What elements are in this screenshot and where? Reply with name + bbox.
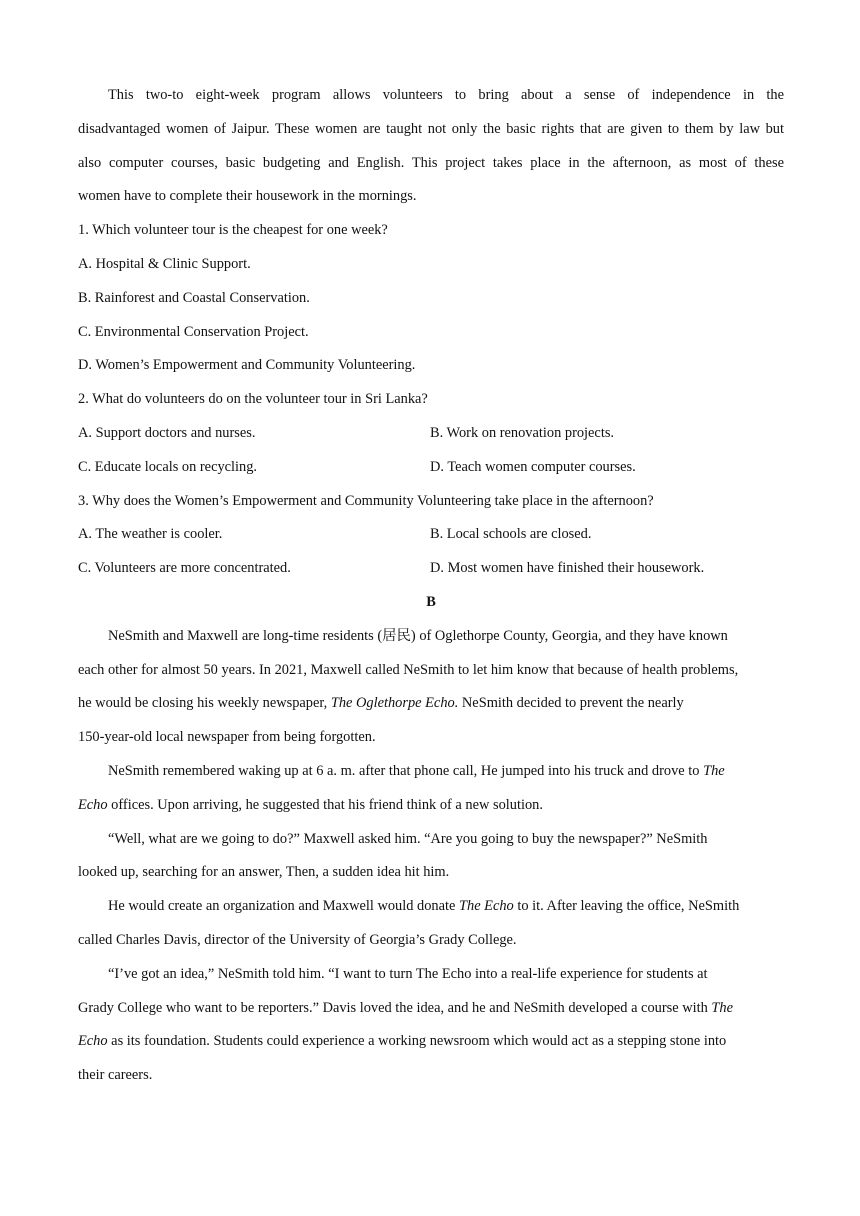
paragraph-line: “I’ve got an idea,” NeSmith told him. “I want to turn The Echo into a real-life experience for students at: [108, 965, 708, 982]
section-heading: B: [426, 593, 436, 610]
options-row: [78, 417, 784, 451]
paragraph-line: [78, 789, 784, 823]
option-c: C. Educate locals on recycling.: [78, 458, 258, 475]
paragraph-line: looked up, searching for an answer, Then, a sudden idea hit him.: [78, 864, 450, 881]
question-2: [78, 383, 784, 484]
paragraph-line: disadvantaged women of Jaipur. These women are taught not only the basic rights that are given to them by law but: [78, 120, 784, 137]
section-b-paragraph-3: [78, 823, 784, 891]
question-stem: 2. What do volunteers do on the volunteer tour in Sri Lanka?: [78, 391, 428, 408]
option-b: B. Local schools are closed.: [430, 526, 592, 543]
question-stem: 1. Which volunteer tour is the cheapest for one week?: [78, 222, 388, 239]
option-b: B. Rainforest and Coastal Conservation.: [78, 289, 310, 306]
option-c: C. Environmental Conservation Project.: [78, 323, 309, 340]
text-run: as its foundation. Students could experience a working newsroom which would act as a stepping stone into: [107, 1033, 727, 1050]
section-b-paragraph-4: [78, 890, 784, 958]
paragraph-line: [78, 755, 784, 789]
option-c: C. Volunteers are more concentrated.: [78, 560, 291, 577]
option-a: A. Support doctors and nurses.: [78, 424, 256, 441]
newspaper-title: The Oglethorpe Echo.: [330, 695, 459, 712]
option-a: A. Hospital & Clinic Support.: [78, 255, 251, 272]
options-row: [78, 451, 784, 485]
section-b-paragraph-1: [78, 620, 784, 755]
paragraph-line: [78, 992, 784, 1026]
options-row: [78, 518, 784, 552]
paragraph-line: called Charles Davis, director of the University of Georgia’s Grady College.: [78, 931, 517, 948]
option-d: D. Teach women computer courses.: [430, 458, 636, 475]
section-b-paragraph-5: [78, 958, 784, 1093]
text-run: NeSmith remembered waking up at 6 a. m. after that phone call, He jumped into his truck and drove to: [108, 762, 704, 779]
newspaper-title: Echo: [78, 796, 108, 813]
paragraph-line: women have to complete their housework in the mornings.: [78, 188, 417, 205]
newspaper-title: The Echo: [459, 898, 514, 915]
paragraph-line: 150-year-old local newspaper from being forgotten.: [78, 729, 376, 746]
paragraph-line: “Well, what are we going to do?” Maxwell asked him. “Are you going to buy the newspaper?” NeSmith: [108, 830, 708, 847]
option-a: A. The weather is cooler.: [78, 526, 223, 543]
paragraph-line: their careers.: [78, 1067, 153, 1084]
newspaper-title: The: [703, 762, 725, 779]
section-b-paragraph-2: [78, 755, 784, 823]
newspaper-title: Echo: [78, 1033, 108, 1050]
question-stem: 3. Why does the Women’s Empowerment and Community Volunteering take place in the afternoon?: [78, 492, 654, 509]
option-b: B. Work on renovation projects.: [430, 424, 615, 441]
text-run: NeSmith decided to prevent the nearly: [458, 695, 684, 712]
text-run: He would create an organization and Maxwell would donate: [108, 898, 459, 915]
options-row: [78, 552, 784, 586]
question-1: [78, 214, 784, 383]
option-d: D. Women’s Empowerment and Community Volunteering.: [78, 357, 416, 374]
paragraph-line: each other for almost 50 years. In 2021, Maxwell called NeSmith to let him know that because of health problems,: [78, 661, 739, 678]
text-run: he would be closing his weekly newspaper,: [78, 695, 331, 712]
text-run: Grady College who want to be reporters.” Davis loved the idea, and he and NeSmith developed a course with: [78, 999, 712, 1016]
text-run: offices. Upon arriving, he suggested that his friend think of a new solution.: [107, 796, 543, 813]
text-run: to it. After leaving the office, NeSmith: [513, 898, 740, 915]
newspaper-title: The: [711, 999, 733, 1016]
question-3: [78, 485, 784, 586]
paragraph-line: This two-to eight-week program allows volunteers to bring about a sense of independence in the: [108, 87, 784, 103]
paragraph-line: [78, 1025, 784, 1059]
paragraph-line: NeSmith and Maxwell are long-time residents (居民) of Oglethorpe County, Georgia, and they have known: [108, 627, 728, 644]
paragraph-line: also computer courses, basic budgeting and English. This project takes place in the afternoon, as most of these: [78, 154, 784, 171]
paragraph-line: [78, 890, 784, 924]
option-d: D. Most women have finished their housework.: [430, 560, 705, 577]
passage-a-paragraph: [78, 79, 784, 214]
paragraph-line: [78, 687, 784, 721]
